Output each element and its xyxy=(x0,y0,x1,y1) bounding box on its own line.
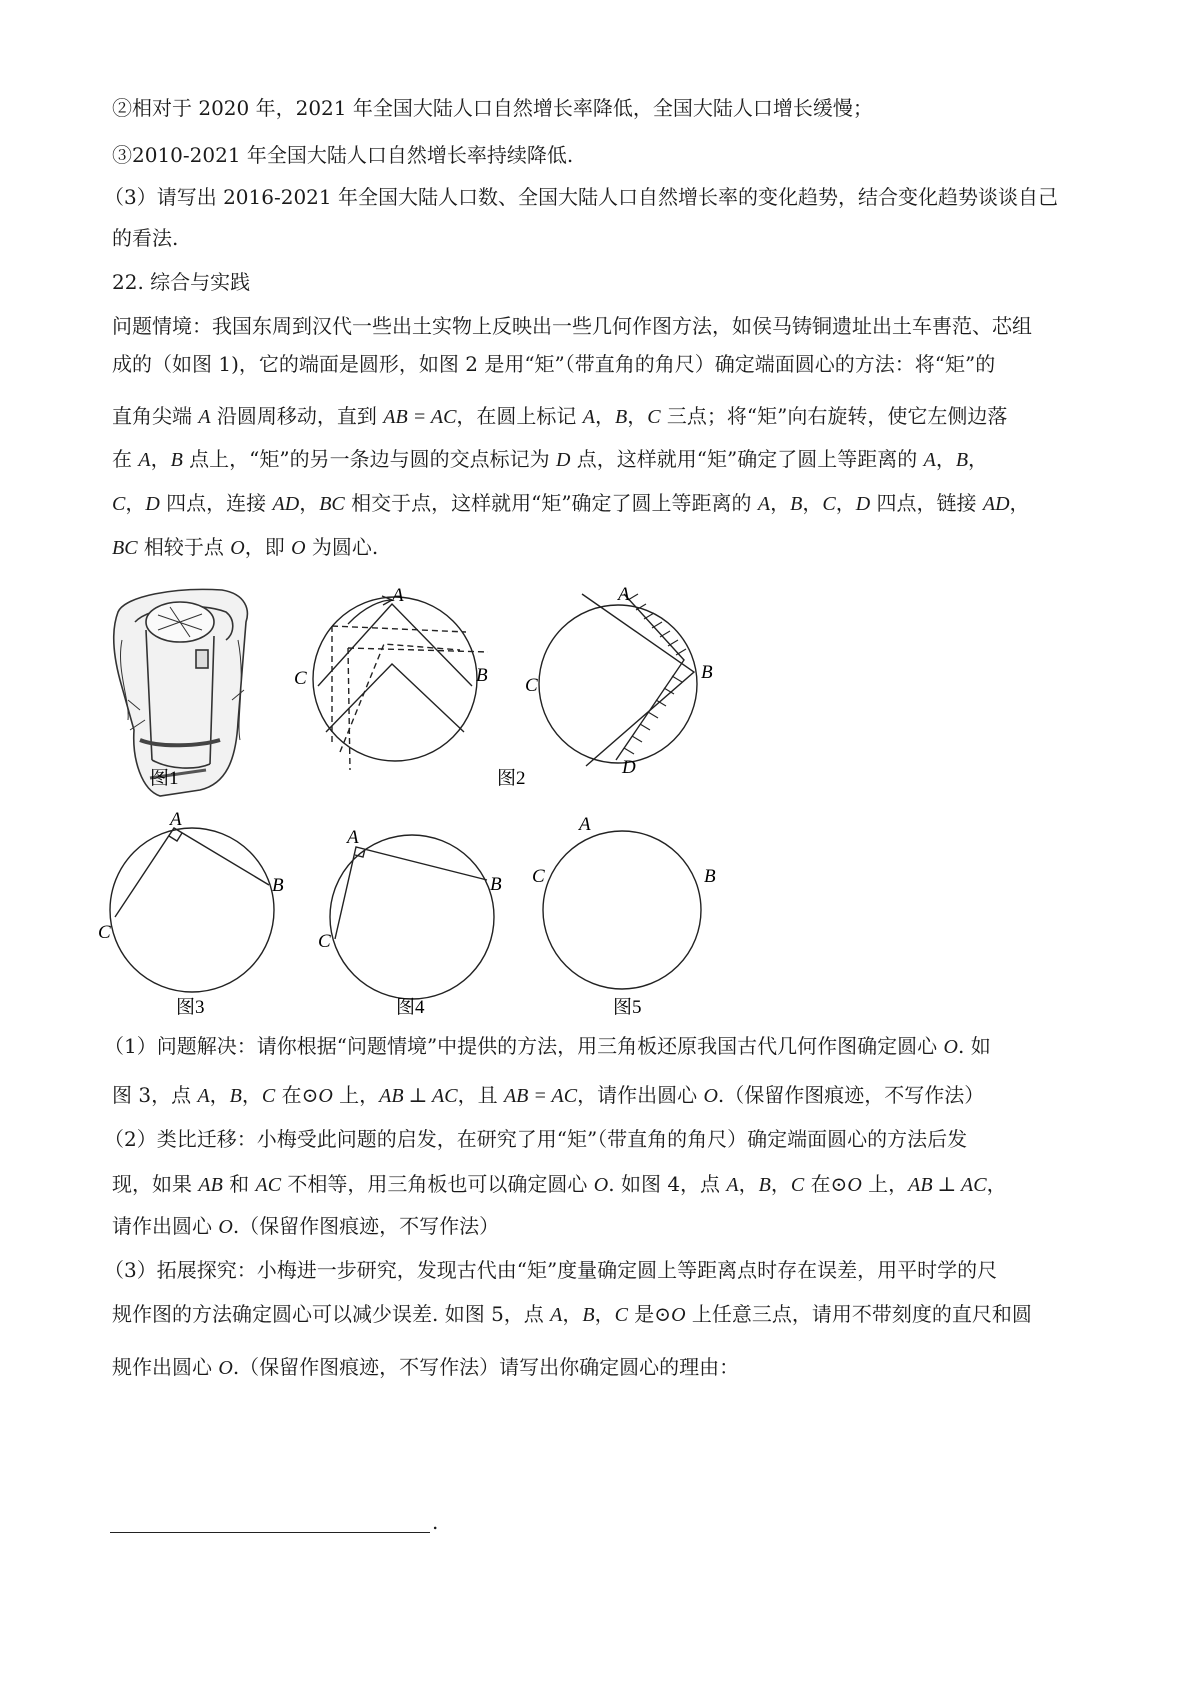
q1-line-2: 图 3，点 A，B，C 在⊙O 上，AB ⊥ AC，且 AB = AC，请作出圆心 O.（保留作图痕迹，不写作法） xyxy=(112,1083,985,1107)
figure-1-artifact xyxy=(114,589,248,796)
fig5-label-B: B xyxy=(704,866,716,887)
text-line-8: 直角尖端 A 沿圆周移动，直到 AB = AC，在圆上标记 A，B，C 三点；将“矩”向右旋转，使它左侧边落 xyxy=(112,404,1008,428)
fig2-label-B: B xyxy=(476,665,488,686)
figure-4-caption: 图4 xyxy=(396,997,425,1018)
fig2-label-A: A xyxy=(392,585,404,606)
fig5-label-A: A xyxy=(579,814,591,835)
answer-end-period: . xyxy=(432,1510,439,1534)
figure-4-diagram xyxy=(330,835,494,999)
text-line-1: ②相对于 2020 年，2021 年全国大陆人口自然增长率降低，全国大陆人口增长缓慢； xyxy=(112,96,873,120)
fig4-label-C: C xyxy=(318,931,331,952)
text-line-11: BC 相较于点 O，即 O 为圆心. xyxy=(112,535,379,559)
figure-2-diagram xyxy=(313,596,488,770)
q3-line-3: 规作出圆心 O.（保留作图痕迹，不写作法）请写出你确定圆心的理由： xyxy=(112,1355,740,1379)
fig4-label-A: A xyxy=(347,827,359,848)
figure-5-diagram xyxy=(543,831,701,989)
figure-1-caption: 图1 xyxy=(150,768,179,789)
fig4-label-B: B xyxy=(490,874,502,895)
text-line-4: 的看法. xyxy=(112,226,179,250)
text-line-6: 问题情境：我国东周到汉代一些出土实物上反映出一些几何作图方法，如侯马铸铜遗址出土车軎范、芯组 xyxy=(112,314,1032,338)
fig2b-label-A: A xyxy=(618,584,630,605)
q3-line-2: 规作图的方法确定圆心可以减少误差. 如图 5，点 A，B，C 是⊙O 上任意三点，请用不带刻度的直尺和圆 xyxy=(112,1302,1032,1326)
figure-5-caption: 图5 xyxy=(613,997,642,1018)
text-line-2: ③2010-2021 年全国大陆人口自然增长率持续降低. xyxy=(112,143,574,167)
section-heading: 22. 综合与实践 xyxy=(112,270,251,294)
fig3-label-C: C xyxy=(98,922,111,943)
text-line-10: C，D 四点，连接 AD，BC 相交于点，这样就用“矩”确定了圆上等距离的 A，B，C，D 四点，链接 AD， xyxy=(112,491,1030,515)
text-line-9: 在 A，B 点上，“矩”的另一条边与圆的交点标记为 D 点，这样就用“矩”确定了圆上等距离的 A，B， xyxy=(112,447,989,471)
fig3-label-A: A xyxy=(170,809,182,830)
fig2b-label-D: D xyxy=(622,757,636,778)
fig3-label-B: B xyxy=(272,875,284,896)
q2-line-3: 请作出圆心 O.（保留作图痕迹，不写作法） xyxy=(112,1214,500,1238)
fig2-label-C: C xyxy=(294,668,307,689)
figure-3-caption: 图3 xyxy=(176,997,205,1018)
fig2b-label-B: B xyxy=(701,662,713,683)
figure-2-caption: 图2 xyxy=(497,768,526,789)
figure-3-diagram xyxy=(110,828,274,992)
q2-line-2: 现，如果 AB 和 AC 不相等，用三角板也可以确定圆心 O. 如图 4，点 A，B，C 在⊙O 上，AB ⊥ AC， xyxy=(112,1172,1007,1196)
figure-2b-diagram xyxy=(539,594,697,766)
fig5-label-C: C xyxy=(532,866,545,887)
q3-line-1: （3）拓展探究：小梅进一步研究，发现古代由“矩”度量确定圆上等距离点时存在误差，用平时学的尺 xyxy=(104,1258,998,1282)
q2-line-1: （2）类比迁移：小梅受此问题的启发，在研究了用“矩”（带直角的角尺）确定端面圆心的方法后发 xyxy=(104,1127,968,1151)
text-line-3: （3）请写出 2016-2021 年全国大陆人口数、全国大陆人口自然增长率的变化趋势，结合变化趋势谈谈自己 xyxy=(104,185,1058,209)
text-line-7: 成的（如图 1)，它的端面是圆形，如图 2 是用“矩”（带直角的角尺）确定端面圆心的方法：将“矩”的 xyxy=(112,352,996,376)
fig2b-label-C: C xyxy=(525,675,538,696)
answer-blank[interactable] xyxy=(110,1531,430,1533)
q1-line-1: （1）问题解决：请你根据“问题情境”中提供的方法，用三角板还原我国古代几何作图确定圆心 O. 如 xyxy=(104,1034,991,1058)
